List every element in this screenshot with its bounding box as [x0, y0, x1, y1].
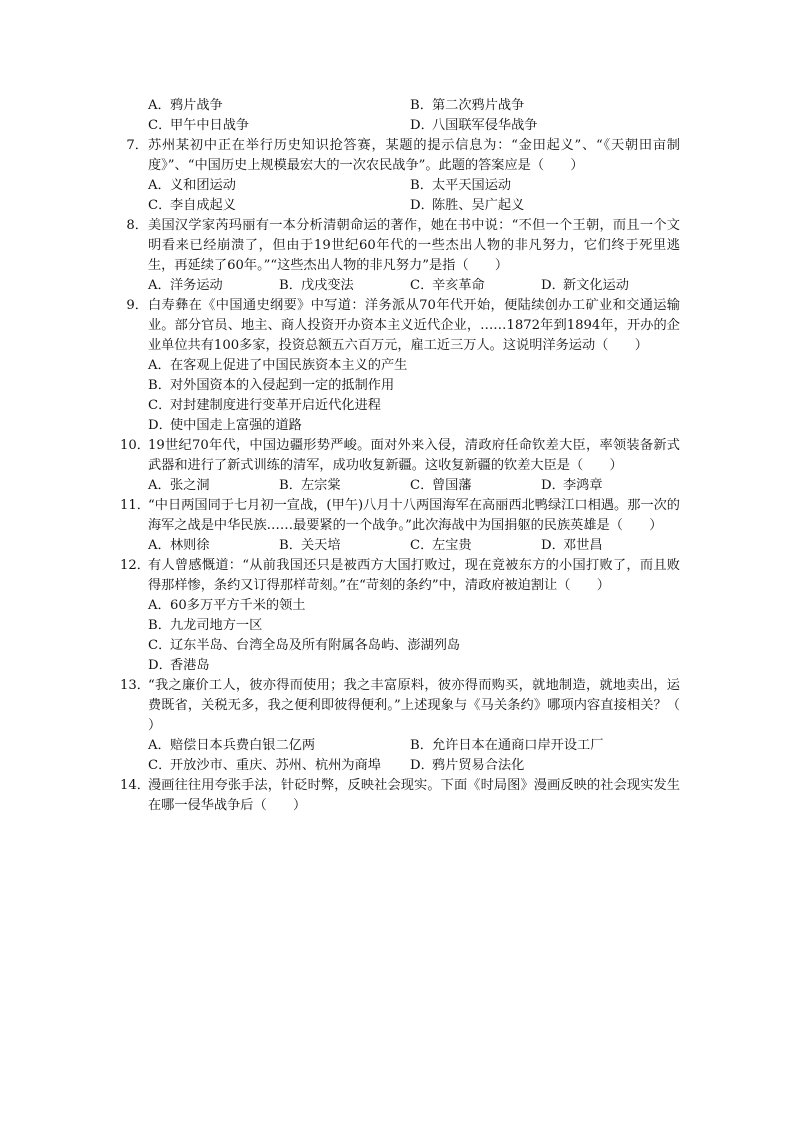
options-row	[148, 176, 680, 196]
question-stem: 美国汉学家芮玛丽有一本分析清朝命运的著作，她在书中说：“不但一个王朝，而且一个文明看来已经崩溃了，但由于19世纪60年代的一些杰出人物的非凡努力，它们终于死里逃生，再延续了60年。”“这些杰出人物的非凡努力”是指（ ）	[148, 218, 680, 273]
option-a: A．鸦片战争	[148, 98, 223, 113]
option-d: D．邓世昌	[541, 538, 603, 553]
question-stem: 苏州某初中正在举行历史知识抢答赛，某题的提示信息为：“金田起义”、“《天朝田亩制度》”、“中国历史上规模最宏大的一次农民战争”。此题的答案应是（ ）	[148, 138, 680, 173]
options-row	[148, 756, 680, 776]
option-b: B．关天培	[279, 538, 341, 553]
question-14	[120, 776, 680, 816]
option-b: B．戊戌变法	[279, 278, 354, 293]
option-d: D．李鸿章	[541, 478, 603, 493]
question-number: 10．	[120, 438, 150, 453]
question-number: 7．	[126, 138, 148, 153]
option-c: C．对封建制度进行变革开启近代化进程	[148, 398, 381, 413]
option-c: C．曾国藩	[410, 478, 472, 493]
question-stem: 白寿彝在《中国通史纲要》中写道：洋务派从70年代开始，便陆续创办工矿业和交通运输业。部分官员、地主、商人投资开办资本主义近代企业，……1872年到1894年，开办的企业单位共有100多家，投资总额五六百万元，雇工近三万人。这说明洋务运动（ ）	[148, 298, 680, 353]
option-a: A．林则徐	[148, 538, 210, 553]
question-number: 8．	[126, 218, 148, 233]
options-row	[148, 196, 680, 216]
question-stem: “我之廉价工人，彼亦得而使用；我之丰富原料，彼亦得而购买，就地制造，就地卖出，运费既省，关税无多，我之便利即彼得便利。”上述现象与《马关条约》哪项内容直接相关？（ ）	[148, 678, 707, 733]
question-11	[120, 496, 680, 536]
question-stem: 有人曾感慨道：“从前我国还只是被西方大国打败过，现在竟被东方的小国打败了，而且败得那样惨，条约又订得那样苛刻。”在“苛刻的条约”中，清政府被迫割让（ ）	[148, 558, 680, 593]
options-row	[148, 476, 680, 496]
option-d: D．新文化运动	[541, 278, 629, 293]
option-d: D．八国联军侵华战争	[410, 118, 538, 133]
option-b: B．左宗棠	[279, 478, 341, 493]
option-d: D．鸦片贸易合法化	[410, 758, 525, 773]
options-row	[148, 96, 680, 116]
option-c: C．辽东半岛、台湾全岛及所有附属各岛屿、澎湖列岛	[148, 638, 461, 653]
question-number: 14．	[120, 778, 150, 793]
option-c: C．李自成起义	[148, 198, 236, 213]
question-13	[120, 676, 707, 736]
option-b: B．对外国资本的入侵起到一定的抵制作用	[148, 378, 395, 393]
option-a: A．60多万平方千米的领土	[148, 598, 306, 613]
question-number: 12．	[120, 558, 150, 573]
option-d: D．陈胜、吴广起义	[410, 198, 525, 213]
options-row	[148, 536, 680, 556]
question-number: 11．	[120, 498, 150, 513]
question-stem: “中日两国同于七月初一宣战，(甲午)八月十八两国海军在高丽西北鸭绿江口相遇。那一次的海军之战是中华民族……最要紧的一个战争。”此次海战中为国捐躯的民族英雄是（ ）	[148, 498, 680, 533]
question-list	[120, 96, 707, 816]
option-c: C．开放沙市、重庆、苏州、杭州为商埠	[148, 758, 381, 773]
question-12	[120, 556, 680, 596]
options-row	[148, 276, 680, 296]
question-stem: 19世纪70年代，中国边疆形势严峻。面对外来入侵，清政府任命钦差大臣，率领装备新式武器和进行了新式训练的清军，成功收复新疆。这收复新疆的钦差大臣是（ ）	[148, 438, 680, 473]
question-8	[120, 216, 680, 276]
option-a: A．洋务运动	[148, 278, 223, 293]
option-a: A．在客观上促进了中国民族资本主义的产生	[148, 358, 408, 373]
options-row	[148, 116, 680, 136]
option-c: C．左宝贵	[410, 538, 472, 553]
option-b: B．允许日本在通商口岸开设工厂	[410, 738, 604, 753]
option-a: A．义和团运动	[148, 178, 236, 193]
question-10	[120, 436, 680, 476]
option-c: C．辛亥革命	[410, 278, 485, 293]
question-number: 13．	[120, 678, 150, 693]
option-a: A．赔偿日本兵费白银二亿两	[148, 738, 316, 753]
option-b: B．第二次鸦片战争	[410, 98, 525, 113]
option-a: A．张之洞	[148, 478, 210, 493]
option-b: B．太平天国运动	[410, 178, 512, 193]
option-d: D．使中国走上富强的道路	[148, 418, 302, 433]
option-c: C．甲午中日战争	[148, 118, 250, 133]
options-row	[148, 736, 680, 756]
option-d: D．香港岛	[148, 658, 210, 673]
question-stem: 漫画往往用夸张手法，针砭时弊，反映社会现实。下面《时局图》漫画反映的社会现实发生在哪一侵华战争后（ ）	[148, 778, 680, 813]
question-number: 9．	[126, 298, 148, 313]
question-9	[120, 296, 680, 356]
option-b: B．九龙司地方一区	[148, 618, 263, 633]
question-7	[120, 136, 680, 176]
